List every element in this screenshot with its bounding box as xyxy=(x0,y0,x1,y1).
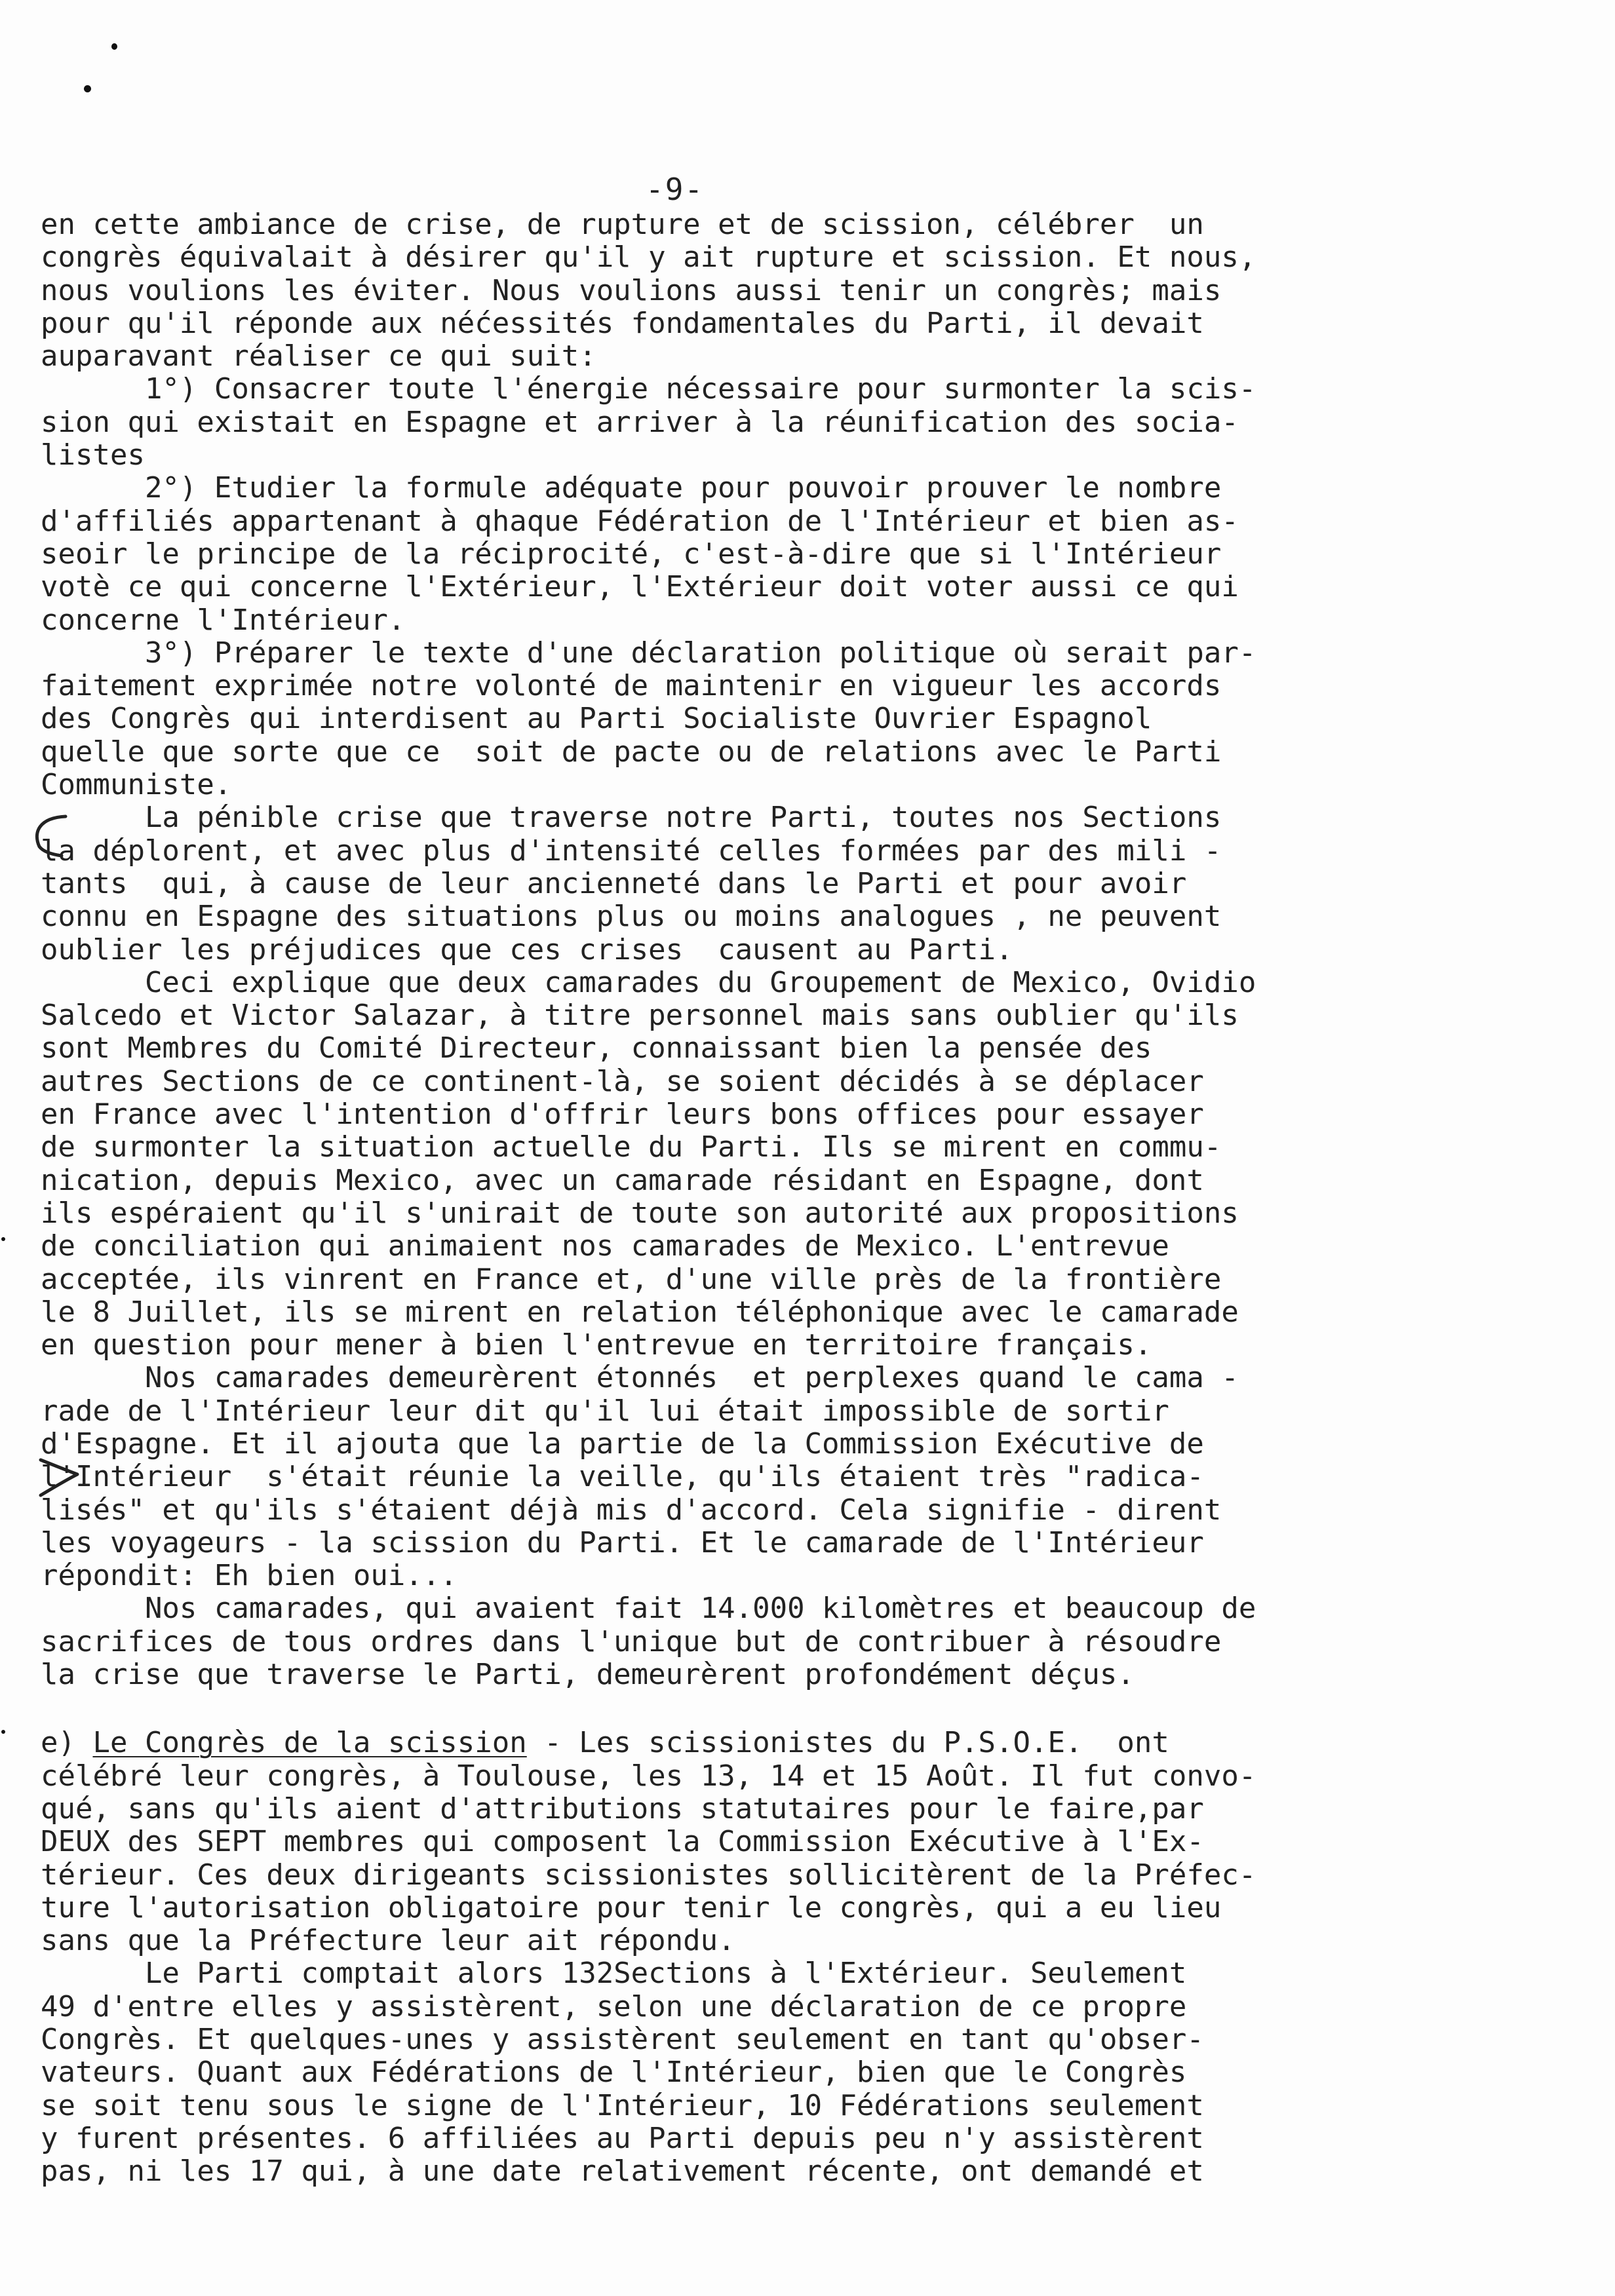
text-line: connu en Espagne des situations plus ou moins analogues , ne peuvent xyxy=(41,900,1222,934)
text-line: rade de l'Intérieur leur dit qu'il lui était impossible de sortir xyxy=(41,1394,1169,1428)
text-line: Congrès. Et quelques-unes y assistèrent seulement en tant qu'obser- xyxy=(41,2023,1204,2057)
text-line: quelle que sorte que ce soit de pacte ou de relations avec le Parti xyxy=(41,735,1222,769)
section-heading-line xyxy=(41,1727,1404,1759)
text-line: en France avec l'intention d'offrir leurs bons offices pour essayer xyxy=(41,1098,1204,1132)
text-line: célébré leur congrès, à Toulouse, les 13, 14 et 15 Août. Il fut convo- xyxy=(41,1759,1256,1793)
text-line: DEUX des SEPT membres qui composent la Commission Exécutive à l'Ex- xyxy=(41,1825,1204,1859)
text-line: auparavant réaliser ce qui suit: xyxy=(41,339,596,373)
ink-speck xyxy=(111,43,117,50)
text-line: d'Espagne. Et il ajouta que la partie de la Commission Exécutive de xyxy=(41,1426,1204,1461)
text-line: Le Parti comptait alors 132Sections à l'Extérieur. Seulement xyxy=(41,1957,1187,1991)
section-letter: e) xyxy=(41,1726,93,1760)
text-line: Communiste. xyxy=(41,768,232,802)
text-line: autres Sections de ce continent-là, se soient décidés à se déplacer xyxy=(41,1064,1204,1098)
text-line: pour qu'il réponde aux néćessités fondamentales du Parti, il devait xyxy=(41,306,1204,340)
text-line: seoir le principe de la réciprocité, c'est-à-dire que si l'Intérieur xyxy=(41,537,1222,571)
text-line: Nos camarades, qui avaient fait 14.000 kilomètres et beaucoup de xyxy=(41,1592,1256,1626)
text-line: 1°) Consacrer toute l'énergie nécessaire pour surmonter la scis- xyxy=(41,372,1256,406)
document-body xyxy=(41,208,1404,2189)
margin-bracket-mark xyxy=(34,1455,87,1501)
text-line: concerne l'Intérieur. xyxy=(41,603,406,637)
text-line: ture l'autorisation obligatoire pour tenir le congrès, qui a eu lieu xyxy=(41,1890,1222,1924)
text-line: la déplorent, et avec plus d'intensité celles formées par des mili - xyxy=(41,833,1222,868)
text-line: Ceci explique que deux camarades du Groupement de Mexico, Ovidio xyxy=(41,965,1256,999)
text-line: se soit tenu sous le signe de l'Intérieur, 10 Fédérations seulement xyxy=(41,2088,1204,2122)
text-line: Nos camarades demeurèrent étonnés et perplexes quand le cama - xyxy=(41,1361,1239,1395)
section-heading: Le Congrès de la scission xyxy=(92,1726,527,1760)
paragraph-gap xyxy=(41,1691,1404,1727)
text-line: votè ce qui concerne l'Extérieur, l'Extérieur doit voter aussi ce qui xyxy=(41,570,1239,604)
text-line: de surmonter la situation actuelle du Parti. Ils se mirent en commu- xyxy=(41,1130,1222,1164)
text-line: sont Membres du Comité Directeur, connaissant bien la pensée des xyxy=(41,1031,1152,1065)
text-line: pas, ni les 17 qui, à une date relativement récente, ont demandé et xyxy=(41,2154,1204,2189)
text-line: congrès équivalait à désirer qu'il y ait rupture et scission. Et nous, xyxy=(41,240,1256,275)
text-line: en question pour mener à bien l'entrevue en territoire français. xyxy=(41,1328,1152,1362)
text-line: de conciliation qui animaient nos camarades de Mexico. L'entrevue xyxy=(41,1229,1169,1263)
text-line: sion qui existait en Espagne et arriver à la réunification des socia- xyxy=(41,405,1239,439)
section-block xyxy=(41,1727,1404,2188)
ink-speck xyxy=(1,1730,5,1734)
text-line: sans que la Préfecture leur ait répondu. xyxy=(41,1924,735,1958)
text-line: listes xyxy=(41,438,145,472)
text-line: les voyageurs - la scission du Parti. Et le camarade de l'Intérieur xyxy=(41,1525,1204,1559)
text-line: acceptée, ils vinrent en France et, d'une ville près de la frontière xyxy=(41,1262,1222,1296)
text-line: la crise que traverse le Parti, demeurèrent profondément déçus. xyxy=(41,1658,1135,1692)
ink-speck xyxy=(1,1237,5,1241)
text-line: La pénible crise que traverse notre Parti, toutes nos Sections xyxy=(41,801,1222,835)
text-line: y furent présentes. 6 affiliées au Parti depuis peu n'y assistèrent xyxy=(41,2121,1204,2155)
text-line: oublier les préjudices que ces crises causent au Parti. xyxy=(41,932,1013,966)
text-line: nication, depuis Mexico, avec un camarade résidant en Espagne, dont xyxy=(41,1163,1204,1197)
text-line: répondit: Eh bien oui... xyxy=(41,1559,457,1593)
paragraph-block xyxy=(41,208,1404,1691)
text-line: l'Intérieur s'était réunie la veille, qu'ils étaient très "radica- xyxy=(41,1460,1204,1494)
text-line: lisés" et qu'ils s'étaient déjà mis d'accord. Cela signifie - dirent xyxy=(41,1493,1222,1527)
text-line: térieur. Ces deux dirigeants scissionistes sollicitèrent de la Préfec- xyxy=(41,1858,1256,1892)
text-line: des Congrès qui interdisent au Parti Socialiste Ouvrier Espagnol xyxy=(41,702,1152,736)
text-line: tants qui, à cause de leur ancienneté dans le Parti et pour avoir xyxy=(41,866,1187,900)
text-line: 49 d'entre elles y assistèrent, selon une déclaration de ce propre xyxy=(41,1989,1187,2023)
text-line: 2°) Etudier la formule adéquate pour pouvoir prouver le nombre xyxy=(41,471,1222,505)
section-heading-rest: - Les scissionistes du P.S.O.E. ont xyxy=(526,1726,1169,1760)
text-line: Salcedo et Victor Salazar, à titre personnel mais sans oublier qu'ils xyxy=(41,999,1239,1033)
text-line: nous voulions les éviter. Nous voulions aussi tenir un congrès; mais xyxy=(41,273,1222,307)
text-line: vateurs. Quant aux Fédérations de l'Intérieur, bien que le Congrès xyxy=(41,2056,1187,2090)
text-line: faitement exprimée notre volonté de maintenir en vigueur les accords xyxy=(41,669,1222,703)
text-line: sacrifices de tous ordres dans l'unique but de contribuer à résoudre xyxy=(41,1624,1222,1658)
text-line: d'affiliés appartenant à qhaque Fédération de l'Intérieur et bien as- xyxy=(41,504,1239,538)
page-number: -9- xyxy=(646,172,705,207)
margin-bracket-mark xyxy=(20,813,72,858)
text-line: qué, sans qu'ils aient d'attributions statutaires pour le faire,par xyxy=(41,1791,1204,1826)
text-line: en cette ambiance de crise, de rupture et de scission, célébrer un xyxy=(41,208,1204,241)
text-line: 3°) Préparer le texte d'une déclaration politique où serait par- xyxy=(41,636,1256,670)
text-line: le 8 Juillet, ils se mirent en relation téléphonique avec le camarade xyxy=(41,1295,1239,1329)
text-line: ils espéraient qu'il s'unirait de toute son autorité aux propositions xyxy=(41,1196,1239,1230)
ink-speck xyxy=(84,85,91,92)
